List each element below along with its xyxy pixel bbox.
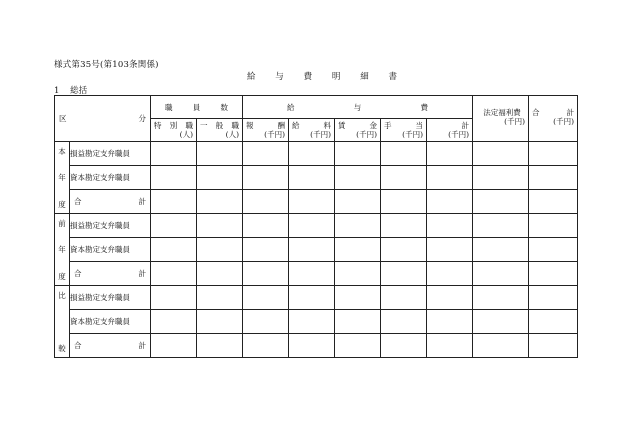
input-cell[interactable] [381, 190, 427, 214]
corner-label-ku: 区 [59, 114, 67, 123]
row-label: 損益勘定支弁職員 [70, 142, 151, 166]
subheader-remuneration [243, 119, 289, 142]
input-cell[interactable] [529, 238, 578, 262]
row-char: 合 [74, 197, 82, 206]
header-char: 報 [246, 121, 254, 130]
input-cell[interactable] [427, 142, 473, 166]
welfare-label: 法定福利費 [483, 108, 521, 117]
row-label: 資本勘定支弁職員 [70, 310, 151, 334]
group-char: 較 [58, 343, 66, 353]
input-cell[interactable] [529, 214, 578, 238]
row-label: 損益勘定支弁職員 [70, 214, 151, 238]
input-cell[interactable] [335, 262, 381, 286]
title-char: 給 [247, 72, 256, 82]
input-cell[interactable] [197, 262, 243, 286]
title-char: 細 [360, 72, 369, 82]
group-char: 度 [58, 199, 66, 209]
row-label-total [70, 334, 151, 358]
header-char: 一 [200, 121, 208, 130]
group-char: 前 [58, 218, 66, 228]
input-cell[interactable] [473, 334, 529, 358]
header-staff-count [151, 96, 243, 119]
group-label-comparison [55, 286, 70, 358]
input-cell[interactable] [427, 286, 473, 310]
input-cell[interactable] [381, 166, 427, 190]
row-char: 計 [138, 341, 146, 350]
input-cell[interactable] [289, 238, 335, 262]
input-cell[interactable] [335, 286, 381, 310]
input-cell[interactable] [197, 286, 243, 310]
header-char: 手 [384, 121, 392, 130]
input-cell[interactable] [197, 238, 243, 262]
row-char: 合 [74, 341, 82, 350]
header-char: 金 [369, 121, 377, 130]
header-char: 酬 [277, 121, 285, 130]
header-char: 合 [532, 108, 540, 117]
input-cell[interactable] [197, 334, 243, 358]
section-number: 1 [54, 86, 60, 96]
row-label: 資本勘定支弁職員 [70, 238, 151, 262]
input-cell[interactable] [473, 142, 529, 166]
group-label-previous-year [55, 214, 70, 286]
title-char: 明 [331, 72, 341, 82]
input-cell[interactable] [151, 262, 197, 286]
input-cell[interactable] [473, 310, 529, 334]
input-cell[interactable] [197, 190, 243, 214]
unit-label: (千円) [264, 130, 285, 139]
input-cell[interactable] [427, 334, 473, 358]
unit-label: (人) [225, 130, 239, 139]
input-cell[interactable] [243, 142, 289, 166]
input-cell[interactable] [151, 238, 197, 262]
group-char: 年 [58, 245, 66, 254]
input-cell[interactable] [427, 310, 473, 334]
header-char: 賃 [338, 121, 346, 130]
header-welfare [473, 96, 529, 142]
header-char: 員 [192, 102, 201, 112]
input-cell[interactable] [529, 142, 578, 166]
title-char: 書 [388, 72, 397, 82]
header-char: 職 [165, 102, 173, 112]
title-char: 費 [303, 72, 313, 82]
input-cell[interactable] [151, 166, 197, 190]
input-cell[interactable] [289, 286, 335, 310]
input-cell[interactable] [335, 238, 381, 262]
input-cell[interactable] [289, 166, 335, 190]
header-char: 給 [292, 121, 300, 130]
input-cell[interactable] [335, 190, 381, 214]
subheader-general [197, 119, 243, 142]
input-cell[interactable] [529, 190, 578, 214]
input-cell[interactable] [151, 286, 197, 310]
row-label-total [70, 190, 151, 214]
header-char: 数 [220, 102, 228, 112]
input-cell[interactable] [381, 262, 427, 286]
row-label: 損益勘定支弁職員 [70, 286, 151, 310]
input-cell[interactable] [427, 238, 473, 262]
input-cell[interactable] [197, 214, 243, 238]
input-cell[interactable] [289, 214, 335, 238]
input-cell[interactable] [529, 286, 578, 310]
input-cell[interactable] [427, 166, 473, 190]
input-cell[interactable] [197, 310, 243, 334]
header-char: 計 [566, 108, 575, 117]
header-salary-cost [243, 96, 473, 119]
input-cell[interactable] [243, 190, 289, 214]
group-char: 本 [58, 146, 66, 156]
header-char: 特 [154, 121, 162, 130]
unit-label: (千円) [356, 130, 377, 139]
input-cell[interactable] [473, 286, 529, 310]
input-cell[interactable] [197, 142, 243, 166]
header-char: 給 [287, 102, 295, 112]
input-cell[interactable] [427, 262, 473, 286]
input-cell[interactable] [243, 166, 289, 190]
unit-label: (千円) [402, 130, 423, 139]
subheader-wages [335, 119, 381, 142]
input-cell[interactable] [381, 334, 427, 358]
group-label-current-year [55, 142, 70, 214]
header-char: 当 [415, 121, 423, 130]
row-char: 計 [138, 269, 146, 278]
input-cell[interactable] [529, 310, 578, 334]
section-label: 総括 [70, 86, 88, 96]
input-cell[interactable] [243, 262, 289, 286]
input-cell[interactable] [473, 238, 529, 262]
input-cell[interactable] [335, 142, 381, 166]
input-cell[interactable] [151, 334, 197, 358]
input-cell[interactable] [243, 214, 289, 238]
unit-label: (千円) [504, 117, 526, 126]
unit-label: (千円) [448, 130, 470, 139]
group-char: 比 [58, 290, 66, 300]
header-total [529, 96, 578, 142]
input-cell[interactable] [151, 310, 197, 334]
input-cell[interactable] [289, 310, 335, 334]
input-cell[interactable] [151, 142, 197, 166]
row-label-total [70, 262, 151, 286]
row-char: 計 [138, 197, 146, 206]
input-cell[interactable] [243, 238, 289, 262]
input-cell[interactable] [243, 310, 289, 334]
input-cell[interactable] [381, 310, 427, 334]
form-number: 様式第35号(第103条関係) [54, 60, 159, 70]
input-cell[interactable] [381, 214, 427, 238]
subheader-salary [289, 119, 335, 142]
document-title [247, 70, 397, 82]
input-cell[interactable] [289, 334, 335, 358]
header-char: 職 [231, 121, 239, 130]
header-char: 職 [185, 121, 193, 130]
input-cell[interactable] [289, 190, 335, 214]
input-cell[interactable] [243, 286, 289, 310]
input-cell[interactable] [151, 214, 197, 238]
row-char: 合 [74, 269, 82, 278]
header-char: 計 [461, 121, 470, 130]
row-label: 資本勘定支弁職員 [70, 166, 151, 190]
input-cell[interactable] [289, 142, 335, 166]
corner-header [55, 96, 151, 142]
header-char: 別 [169, 121, 178, 130]
input-cell[interactable] [381, 286, 427, 310]
input-cell[interactable] [473, 262, 529, 286]
group-char: 度 [58, 271, 66, 281]
unit-label: (人) [179, 130, 193, 139]
input-cell[interactable] [427, 190, 473, 214]
input-cell[interactable] [243, 334, 289, 358]
input-cell[interactable] [151, 190, 197, 214]
input-cell[interactable] [427, 214, 473, 238]
title-char: 与 [275, 72, 284, 82]
unit-label: (千円) [310, 130, 331, 139]
header-char: 料 [323, 121, 331, 130]
input-cell[interactable] [473, 190, 529, 214]
input-cell[interactable] [381, 142, 427, 166]
input-cell[interactable] [335, 334, 381, 358]
corner-label-bun: 分 [138, 114, 146, 123]
header-char: 与 [353, 102, 362, 112]
input-cell[interactable] [335, 166, 381, 190]
input-cell[interactable] [529, 334, 578, 358]
input-cell[interactable] [529, 166, 578, 190]
subheader-subtotal [427, 119, 473, 142]
group-char: 年 [58, 173, 66, 182]
input-cell[interactable] [381, 238, 427, 262]
input-cell[interactable] [197, 166, 243, 190]
subheader-allowance [381, 119, 427, 142]
unit-label: (千円) [553, 117, 575, 126]
input-cell[interactable] [335, 310, 381, 334]
input-cell[interactable] [289, 262, 335, 286]
header-char: 費 [420, 102, 428, 112]
input-cell[interactable] [473, 214, 529, 238]
input-cell[interactable] [529, 262, 578, 286]
subheader-special [151, 119, 197, 142]
input-cell[interactable] [335, 214, 381, 238]
header-char: 般 [215, 121, 224, 130]
salary-summary-table [54, 95, 578, 358]
input-cell[interactable] [473, 166, 529, 190]
